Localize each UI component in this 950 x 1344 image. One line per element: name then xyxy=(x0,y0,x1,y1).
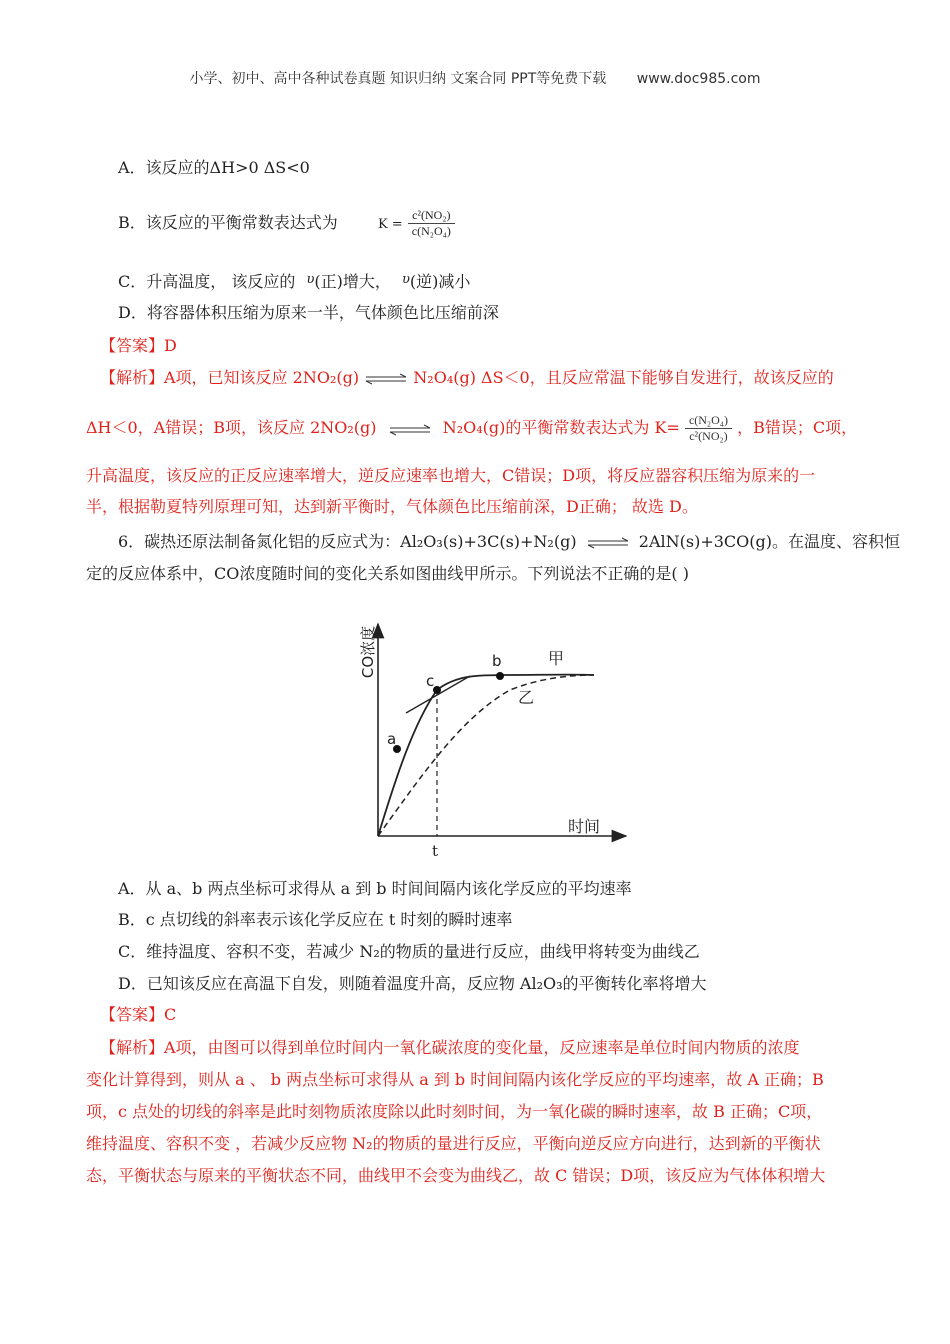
q6-analysis-line-4: 维持温度、容积不变 ，若减少反应物 N₂的物质的量进行反应，平衡向逆反应方向进行，达到新的平衡状 xyxy=(86,1134,821,1153)
q5-option-b-fraction xyxy=(408,208,455,239)
q5-option-b xyxy=(118,195,455,251)
q6-analysis-line-2: 变化计算得到，则从 a 、 b 两点坐标可求得从 a 到 b 时间间隔内该化学反应的平均速率，故 A 正确；B xyxy=(86,1070,824,1089)
equilibrium-arrow-icon xyxy=(586,537,630,549)
q6-stem-text: 2AlN(s)+3CO(g)。在温度、容积恒 xyxy=(638,532,900,551)
q5-option-b-label: B．该反应的平衡常数表达式为 xyxy=(118,213,338,232)
equilibrium-arrow-icon xyxy=(364,373,408,385)
x-axis-label: 时间 xyxy=(568,817,601,836)
option-c-text-3: (逆)减小 xyxy=(409,272,471,291)
q5-option-d: D．将容器体积压缩为原来一半，气体颜色比压缩前深 xyxy=(118,303,499,322)
curve-jia xyxy=(378,675,594,836)
fraction-numerator: c²(NO₂) xyxy=(408,208,455,224)
q6-stem-line-2: 定的反应体系中，CO浓度随时间的变化关系如图曲线甲所示。下列说法不正确的是( ) xyxy=(86,564,689,583)
co-concentration-chart xyxy=(340,618,640,860)
upsilon-symbol-forward: υ xyxy=(306,272,315,287)
q6-stem-text: 6．碳热还原法制备氮化铝的反应式为：Al₂O₃(s)+3C(s)+N₂(g) xyxy=(118,532,577,551)
analysis-text: 【解析】A项，已知该反应 2NO₂(g) xyxy=(100,368,360,387)
q6-stem-line-1 xyxy=(118,530,900,554)
analysis-text: N₂O₄(g)的平衡常数表达式为 K= xyxy=(442,418,680,437)
q6-answer: 【答案】C xyxy=(100,1005,177,1024)
analysis-text: N₂O₄(g) ΔS＜0，且反应常温下能够自发进行，故该反应的 xyxy=(413,368,834,387)
curve-yi-label: 乙 xyxy=(518,688,535,707)
page-header xyxy=(0,68,950,88)
curve-yi xyxy=(378,675,594,836)
analysis-text: ΔH＜0，A错误；B项，该反应 2NO₂(g) xyxy=(86,418,377,437)
q6-option-b: B．c 点切线的斜率表示该化学反应在 t 时刻的瞬时速率 xyxy=(118,910,513,929)
q6-option-d: D．已知该反应在高温下自发，则随着温度升高，反应物 Al₂O₃的平衡转化率将增大 xyxy=(118,974,707,993)
fraction-denominator: c²(NO₂) xyxy=(689,429,728,443)
header-url[interactable]: www.doc985.com xyxy=(636,71,761,87)
q6-analysis-line-5: 态，平衡状态与原来的平衡状态不同，曲线甲不会变为曲线乙，故 C 错误；D项，该反应为气体体积增大 xyxy=(86,1166,826,1185)
fraction-denominator: c(N₂O₄) xyxy=(411,224,451,238)
q5-option-b-k: K = xyxy=(377,217,403,232)
point-c-label: c xyxy=(426,672,435,690)
q5-option-c xyxy=(118,268,470,294)
q6-option-c: C．维持温度、容积不变，若减少 N₂的物质的量进行反应，曲线甲将转变为曲线乙 xyxy=(118,942,700,961)
q5-answer: 【答案】D xyxy=(100,336,177,355)
q5-analysis-fraction xyxy=(685,413,732,444)
option-c-text-1: C．升高温度， 该反应的 xyxy=(118,272,296,291)
q5-option-a: A．该反应的ΔH>0 ΔS<0 xyxy=(118,158,310,177)
q6-option-a: A．从 a、b 两点坐标可求得从 a 到 b 时间间隔内该化学反应的平均速率 xyxy=(118,879,632,898)
point-b-label: b xyxy=(492,652,502,670)
option-c-text-2: (正)增大， xyxy=(314,272,391,291)
analysis-text: ，B错误；C项， xyxy=(737,418,858,437)
curve-jia-label: 甲 xyxy=(548,649,565,668)
q5-analysis-line-2 xyxy=(86,404,857,452)
point-b xyxy=(496,672,504,680)
header-text: 小学、初中、高中各种试卷真题 知识归纳 文案合同 PPT等免费下载 xyxy=(189,71,607,87)
q6-analysis-line-3: 项，c 点处的切线的斜率是此时刻物质浓度除以此时刻时间，为一氧化碳的瞬时速率，故 B 正确；C项， xyxy=(86,1102,823,1121)
q6-analysis-line-1: 【解析】A项，由图可以得到单位时间内一氧化碳浓度的变化量，反应速率是单位时间内物质的浓度 xyxy=(100,1038,800,1057)
y-axis-label: CO浓度 xyxy=(359,625,377,679)
q5-analysis-line-1 xyxy=(100,366,834,390)
equilibrium-arrow-icon xyxy=(388,422,432,436)
tangent-line xyxy=(406,676,470,713)
fraction-numerator: c(N₂O₄) xyxy=(685,413,732,429)
upsilon-symbol-reverse: υ xyxy=(401,272,410,287)
x-tick-t: t xyxy=(432,842,439,860)
q5-analysis-line-4: 半，根据勒夏特列原理可知，达到新平衡时，气体颜色比压缩前深，D正确； 故选 D。 xyxy=(86,497,698,516)
q5-analysis-line-3: 升高温度，该反应的正反应速率增大，逆反应速率也增大，C错误；D项，将反应器容积压缩为原来的一 xyxy=(86,466,816,485)
point-a-label: a xyxy=(387,730,397,748)
